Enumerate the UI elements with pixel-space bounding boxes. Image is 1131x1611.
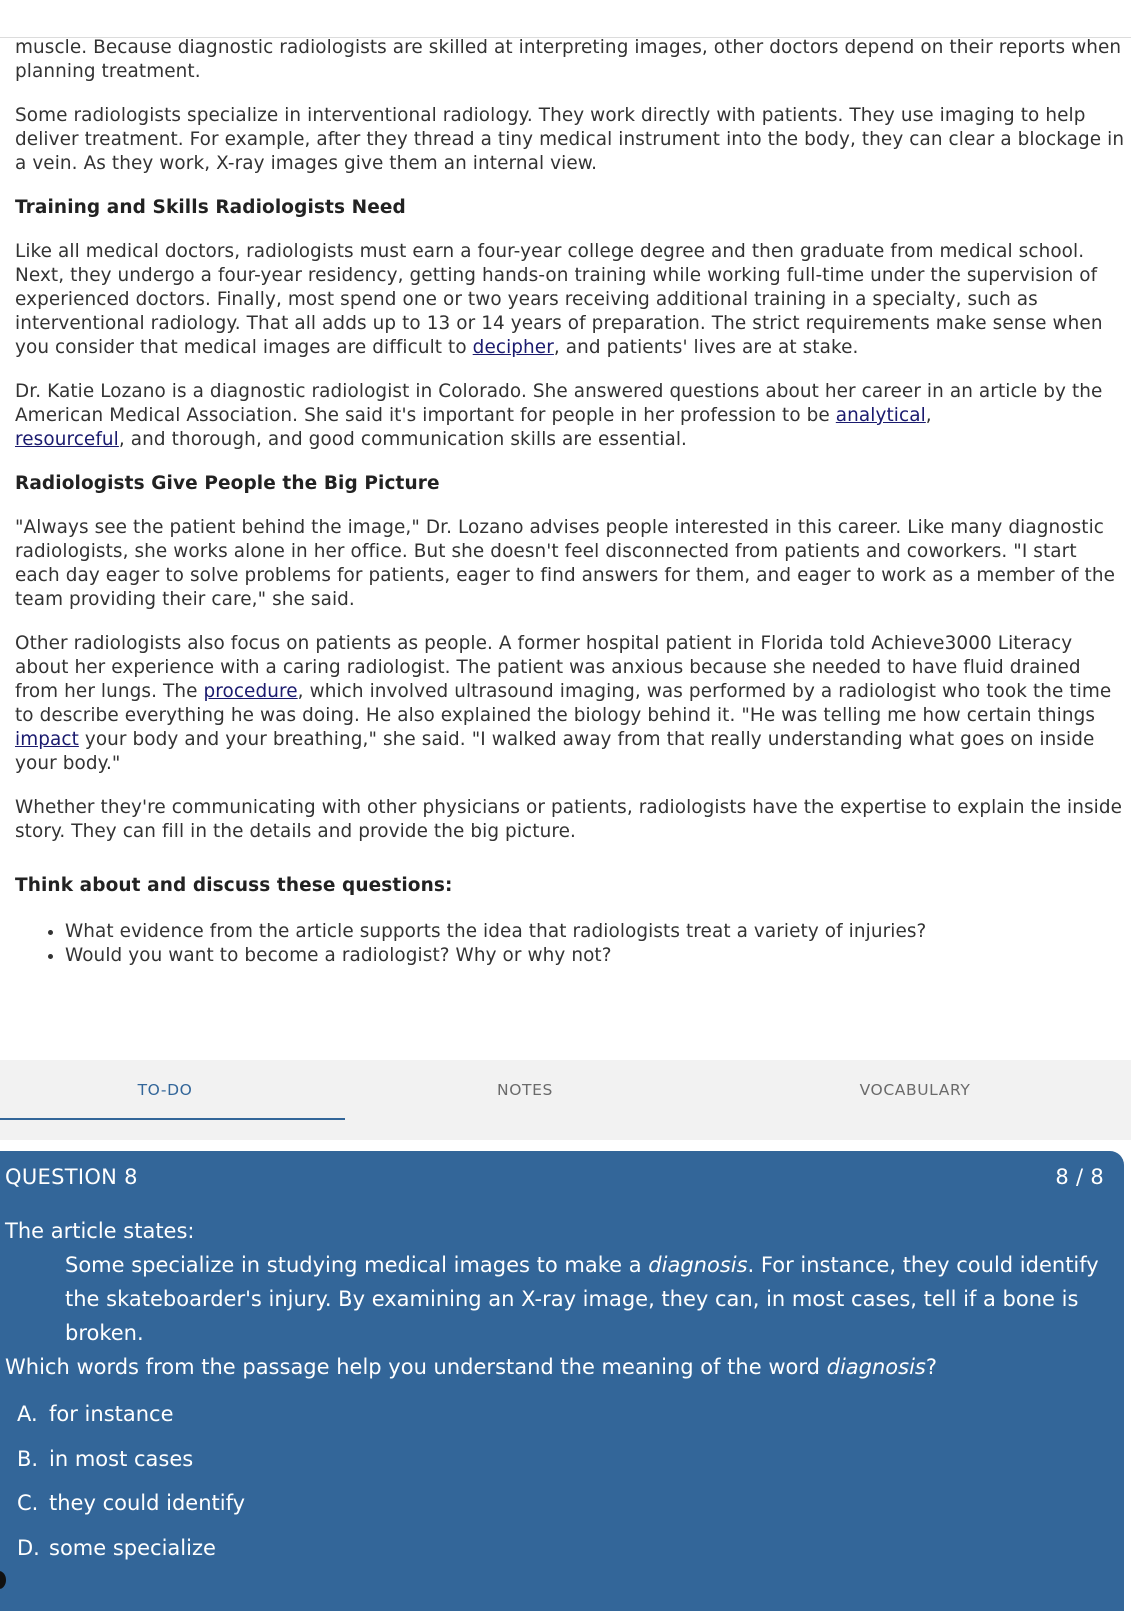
tab-vocabulary[interactable]: VOCABULARY <box>859 1081 971 1099</box>
article-paragraph <box>15 240 1127 360</box>
article-body <box>15 36 1127 968</box>
article-text: Other radiologists also focus on patients as people. A former hospital patient in Florida told Achieve3000 Literacy about her experience with a caring radiologist. The patient was anxious because she needed to have fluid drained from her lungs. The <box>15 633 1081 702</box>
discussion-question: • What evidence from the article supports the idea that radiologists treat a variety of injuries? <box>65 920 1127 944</box>
discussion-question: • Would you want to become a radiologist? Why or why not? <box>65 944 1127 968</box>
discussion-heading: Think about and discuss these questions: <box>15 875 453 896</box>
question-quote <box>5 1248 1115 1350</box>
answer-choice-c[interactable] <box>17 1488 1017 1533</box>
choice-text: in most cases <box>49 1446 194 1471</box>
question-counter: 8 / 8 <box>1055 1165 1104 1189</box>
article-paragraph: Whether they're communicating with other physicians or patients, radiologists have the expertise to explain the inside story. They can fill in the details and provide the big picture. <box>15 797 1123 842</box>
choice-letter: A. <box>17 1402 38 1426</box>
article-text: , and thorough, and good communication skills are essential. <box>118 429 688 450</box>
choice-text: some specialize <box>49 1535 216 1560</box>
tab-notes[interactable]: NOTES <box>497 1081 553 1099</box>
choice-text: they could identify <box>49 1491 246 1515</box>
prompt-text: ? <box>925 1355 938 1379</box>
question-prompt <box>5 1350 1115 1384</box>
article-paragraph <box>15 380 1127 452</box>
choice-letter: B. <box>17 1446 39 1471</box>
article-paragraph: muscle. Because diagnostic radiologists are skilled at interpreting images, other doctors depend on their reports when planning treatment. <box>15 37 1122 82</box>
article-paragraph <box>15 632 1127 776</box>
vocab-link-analytical[interactable]: analytical <box>835 405 926 426</box>
section-heading-training: Training and Skills Radiologists Need <box>15 197 406 218</box>
article-text: Dr. Katie Lozano is a diagnostic radiologist in Colorado. She answered questions about her career in an article by the American Medical Association. She said it's important for people in her profession to be <box>15 381 1103 426</box>
answer-choice-a[interactable] <box>17 1399 1017 1444</box>
top-bar <box>0 0 1131 38</box>
article-text: Like all medical doctors, radiologists must earn a four-year college degree and then graduate from medical school. Next, they undergo a four-year residency, getting hands-on training while working full-time under the supervision of experienced doctors. Finally, most spend one or two years receiving additional training in a specialty, such as interventional radiology. That all adds up to 13 or 14 years of preparation. The strict requirements make sense when you consider that medical images are difficult to <box>15 241 1103 358</box>
tab-bar <box>0 1060 1131 1140</box>
answer-choice-d[interactable] <box>17 1533 1017 1578</box>
article-paragraph: "Always see the patient behind the image," Dr. Lozano advises people interested in this career. Like many diagnostic radiologists, she works alone in her office. But she doesn't feel disconnected from patients and coworkers. "I start each day eager to solve problems for patients, eager to find answers for them, and eager to work as a member of the team providing their care," she said. <box>15 517 1116 610</box>
question-body <box>5 1214 1115 1384</box>
choice-letter: C. <box>17 1491 39 1515</box>
quote-text: . For instance, they could identify the skateboarder's injury. By examining an X-ray image, they can, in most cases, tell if a bone is broken. <box>65 1253 1099 1345</box>
choice-letter: D. <box>17 1535 40 1560</box>
vocab-link-resourceful[interactable]: resourceful <box>15 429 119 450</box>
choice-text: for instance <box>49 1402 174 1426</box>
article-paragraph: Some radiologists specialize in interventional radiology. They work directly with patients. They use imaging to help deliver treatment. For example, after they thread a tiny medical instrument into the body, they can clear a blockage in a vein. As they work, X-ray images give them an internal view. <box>15 105 1125 174</box>
quote-term: diagnosis <box>648 1253 748 1277</box>
article-text: , <box>925 405 932 426</box>
answer-choices <box>17 1399 1017 1577</box>
vocab-link-impact[interactable]: impact <box>15 729 79 750</box>
vocab-link-decipher[interactable]: decipher <box>472 337 554 358</box>
quote-text: Some specialize in studying medical images to make a <box>65 1253 649 1277</box>
discussion-question-list <box>15 920 1127 968</box>
tab-todo[interactable]: TO-DO <box>137 1081 193 1099</box>
question-intro: The article states: <box>5 1219 195 1243</box>
active-tab-indicator <box>0 1118 345 1120</box>
article-text: , and patients' lives are at stake. <box>553 337 859 358</box>
vocab-link-procedure[interactable]: procedure <box>203 681 298 702</box>
article-text: your body and your breathing," she said. "I walked away from that really understanding what goes on inside your body." <box>15 729 1095 774</box>
prompt-term: diagnosis <box>826 1355 926 1379</box>
answer-choice-b[interactable] <box>17 1444 1017 1489</box>
prompt-text: Which words from the passage help you understand the meaning of the word <box>5 1355 827 1379</box>
article-text: , which involved ultrasound imaging, was performed by a radiologist who took the time to describe everything he was doing. He also explained the biology behind it. "He was telling me how certain things <box>15 681 1112 726</box>
section-heading-big-picture: Radiologists Give People the Big Picture <box>15 473 440 494</box>
question-card <box>0 1151 1124 1611</box>
question-title: QUESTION 8 <box>5 1165 138 1189</box>
